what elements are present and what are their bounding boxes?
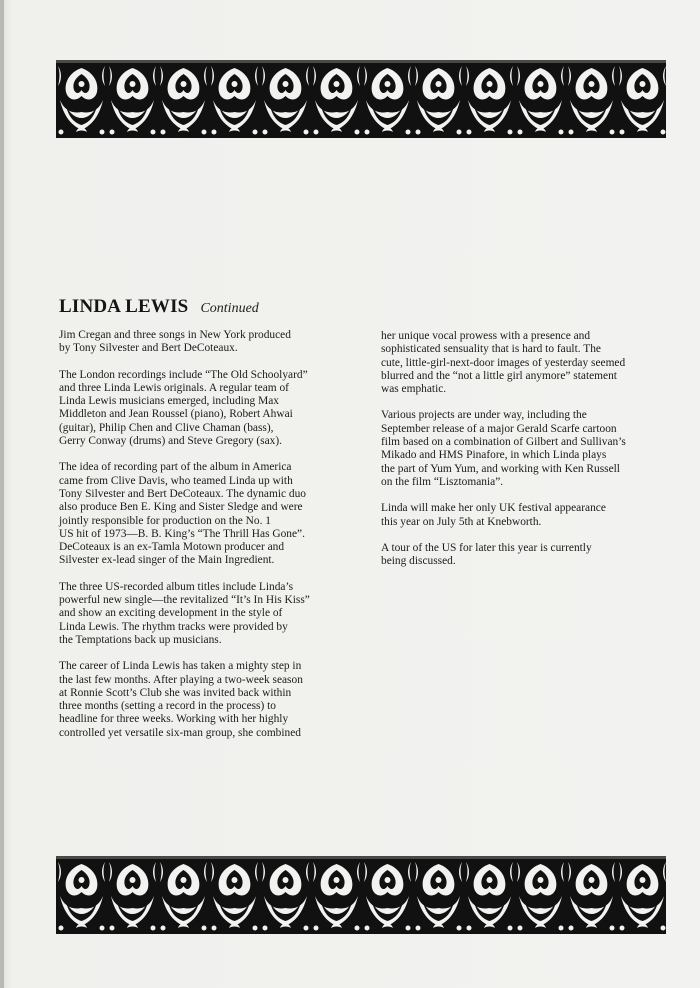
left-text-column [59, 329, 339, 753]
article-subtitle: Continued [200, 301, 259, 316]
top-ornamental-border [56, 60, 666, 138]
bottom-ornamental-border [56, 856, 666, 934]
paragraph: Various projects are under way, including the September release of a major Gerald Scarfe cartoon film based on a combination of Gilbert and Sullivan’s Mikado and HMS Pinafore, in which Linda plays the part of Yum Yum, and working with Ken Russell on the film “Lisztomania”. [381, 409, 626, 488]
paragraph: Linda will make her only UK festival appearance this year on July 5th at Knebworth. [381, 502, 606, 528]
ornament-band-top [56, 60, 666, 138]
article-heading [59, 296, 359, 320]
paragraph: The London recordings include “The Old Schoolyard” and three Linda Lewis originals. A regular team of Linda Lewis musicians emerged, including Max Middleton and Jean Roussel (piano), Robert Ahwai (guitar), Philip Chen and Clive Chaman (bass), Gerry Conway (drums) and Steve Gregory (sax). [59, 368, 308, 448]
binding-edge [0, 0, 4, 988]
paragraph: A tour of the US for later this year is currently being discussed. [381, 541, 592, 568]
ornament-band-bottom [56, 856, 666, 934]
paragraph: The idea of recording part of the album in America came from Clive Davis, who teamed Linda up with Tony Silvester and Bert DeCoteaux. The dynamic duo also produce Ben E. King and Sister Sledge and were jointly responsible for production on the No. 1 US hit of 1973—B. B. King’s “The Thrill Has Gone”. DeCoteaux is an ex-Tamla Motown producer and Silvester ex-lead singer of the Main Ingredient. [59, 461, 307, 567]
paragraph: The career of Linda Lewis has taken a mighty step in the last few months. After playing a two-week season at Ronnie Scott’s Club she was invited back within three months (setting a record in the process) to headline for three weeks. Working with her highly controlled yet versatile six-man group, she combined [59, 660, 303, 739]
article-title: LINDA LEWIS [59, 296, 189, 317]
paragraph: Jim Cregan and three songs in New York produced by Tony Silvester and Bert DeCoteaux. [59, 329, 291, 355]
right-text-column [381, 330, 661, 581]
paragraph: her unique vocal prowess with a presence and sophisticated sensuality that is hard to fault. The cute, little-girl-next-door images of yesterday seemed blurred and the “not a little girl anymore” statement was emphatic. [381, 330, 626, 396]
paragraph: The three US-recorded album titles include Linda’s powerful new single—the revitalized “It’s In His Kiss” and show an exciting development in the style of Linda Lewis. The rhythm tracks were provided by the Temptations back up musicians. [59, 580, 310, 646]
